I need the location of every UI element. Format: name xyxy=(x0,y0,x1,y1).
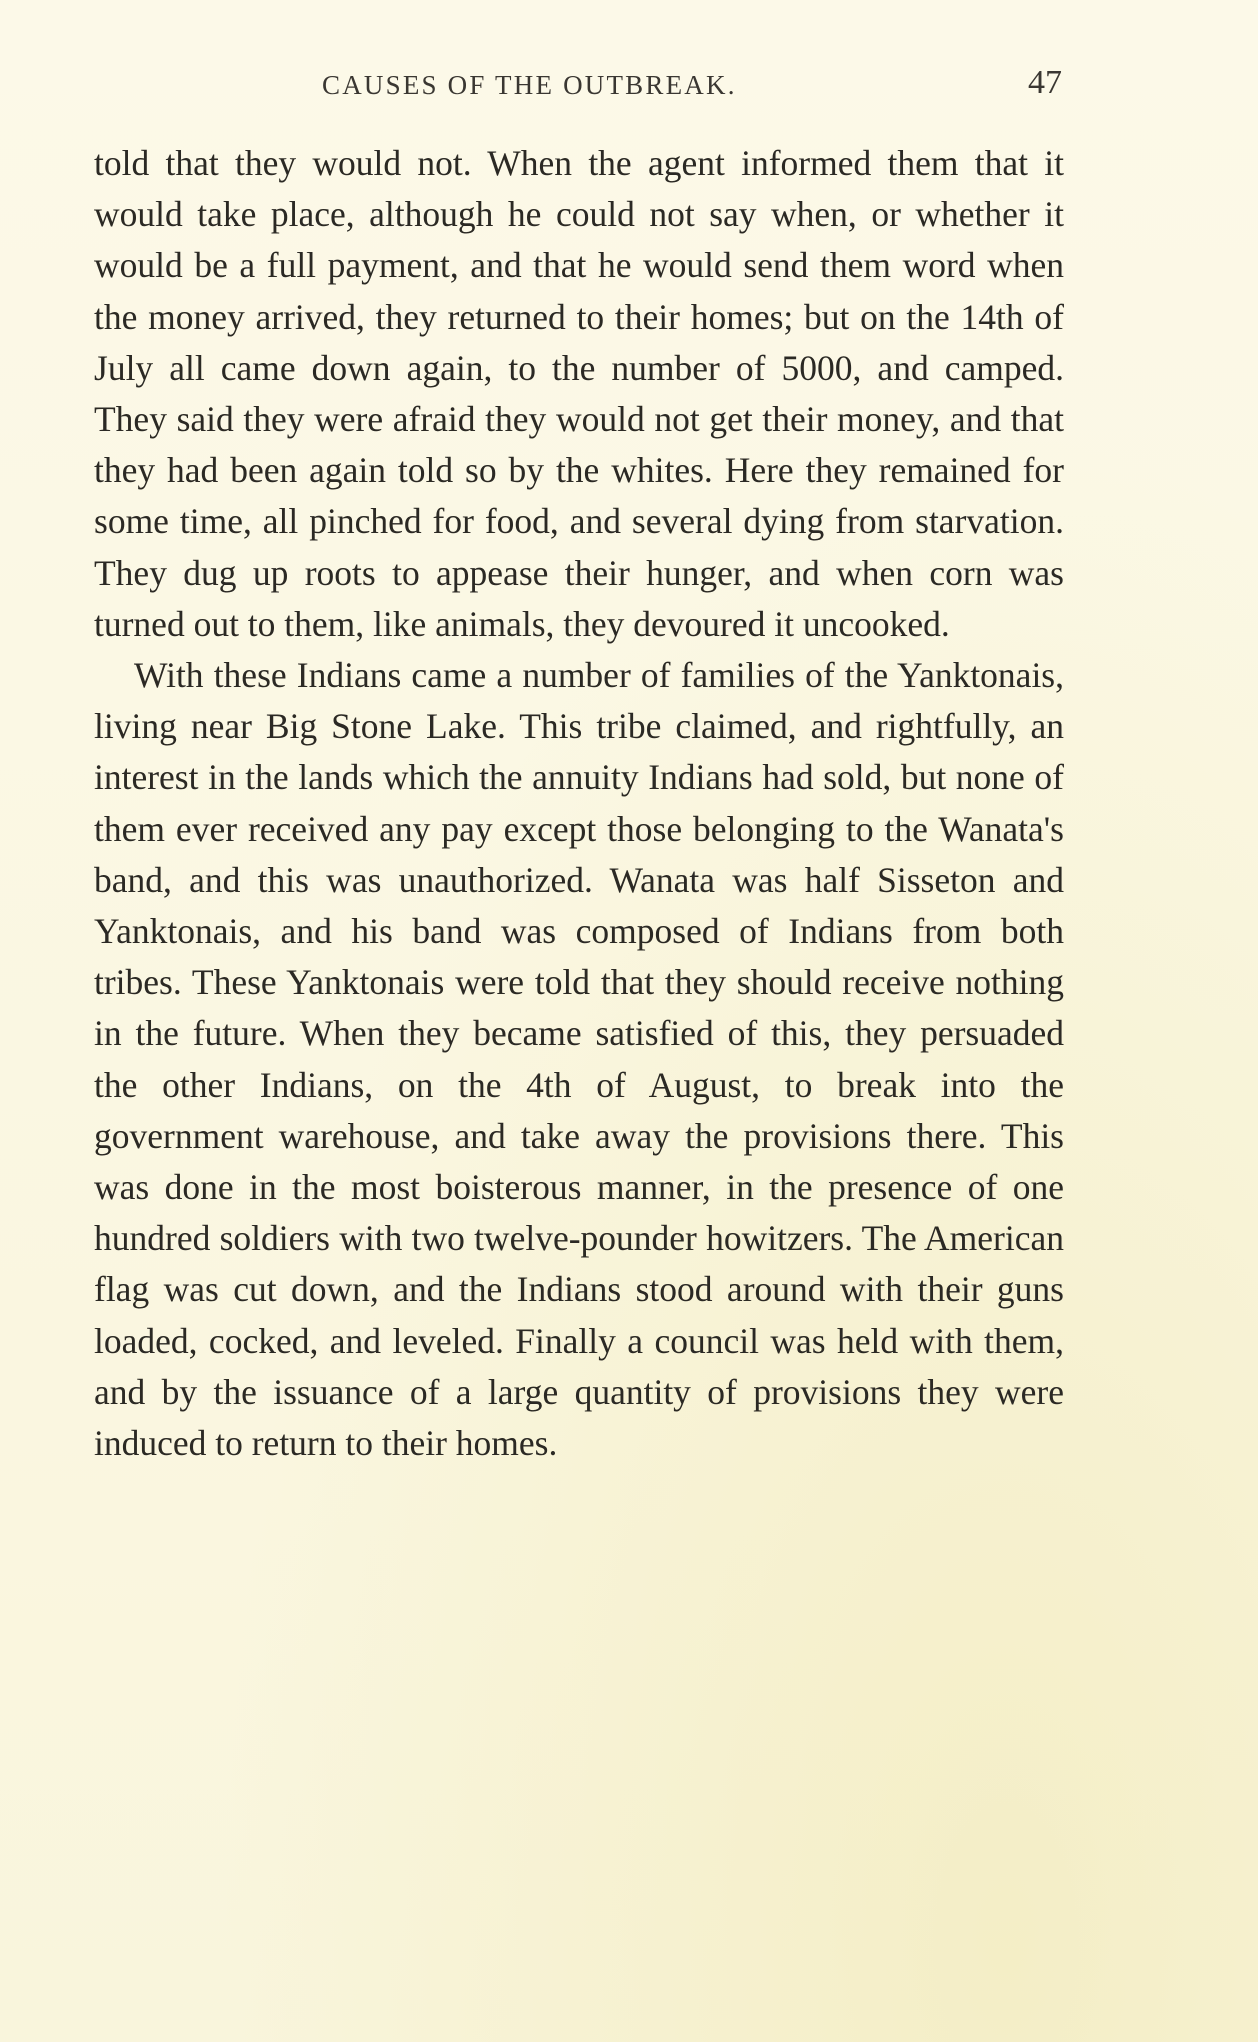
running-title: CAUSES OF THE OUTBREAK. xyxy=(322,70,737,100)
running-head xyxy=(92,64,1062,110)
body-text xyxy=(94,138,1064,1469)
paragraph-1: told that they would not. When the agent informed them that it would take place, although he could not say when, or whether it would be a full payment, and that he would send them word when the money arrived, they returned to their homes; but on the 14th of July all came down again, to the number of 5000, and camped. They said they were afraid they would not get their money, and that they had been again told so by the whites. Here they remained for some time, all pinched for food, and several dying from starvation. They dug up roots to appease their hunger, and when corn was turned out to them, like animals, they devoured it uncooked. xyxy=(94,143,1064,644)
paragraph-2: With these Indians came a number of families of the Yanktonais, living near Big Stone Lake. This tribe claimed, and rightfully, an interest in the lands which the annuity Indians had sold, but none of them ever received any pay except those belonging to the Wanata's band, and this was unauthorized. Wanata was half Sisseton and Yanktonais, and his band was composed of Indians from both tribes. These Yanktonais were told that they should receive nothing in the future. When they became satisfied of this, they persuaded the other Indians, on the 4th of August, to break into the government warehouse, and take away the provisions there. This was done in the most boisterous manner, in the presence of one hundred soldiers with two twelve-pounder howitzers. The American flag was cut down, and the Indians stood around with their guns loaded, cocked, and leveled. Finally a council was held with them, and by the issuance of a large quantity of provisions they were induced to return to their homes. xyxy=(94,655,1064,1464)
page-number: 47 xyxy=(1028,64,1062,101)
